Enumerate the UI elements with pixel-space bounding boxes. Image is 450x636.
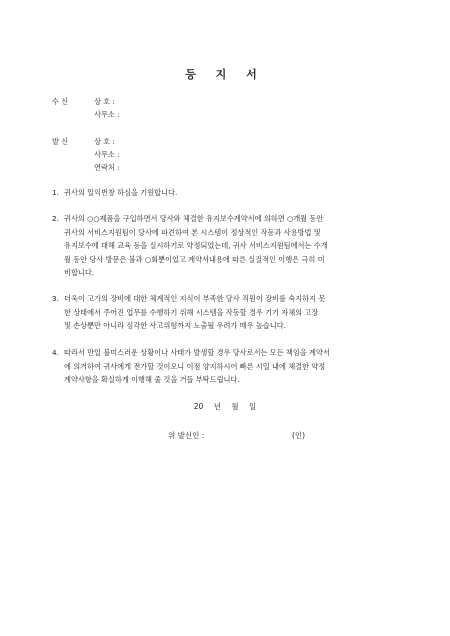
paragraph-line: 월 동안 당사 방문은 불과 ○회뿐이었고 계약서내용에 따른 실질적인 이행은 극히 미	[64, 254, 325, 264]
recipient-label: 수 신	[52, 97, 69, 106]
paragraph-line: 및 손상뿐만 아니라 심각한 사고위험까지 노출될 우려가 매우 높습니다.	[64, 321, 286, 331]
paragraph-line: 따라서 만일 불미스러운 상황이나 사태가 발생할 경우 당사로서는 모든 책임을 계약서	[64, 348, 330, 357]
sender-contact-label: 연락처 :	[94, 163, 120, 172]
paragraph-line: 귀사의 ○○제품을 구입하면서 당사와 체결한 유지보수계약서에 의하면 ○개월 동안	[64, 214, 324, 223]
paragraph-line: 에 의거하여 귀사에게 전가할 것이오니 이점 양지하시어 빠른 시일 내에 체결한 약정	[64, 361, 326, 371]
paragraph-line: 비합니다.	[64, 268, 95, 278]
signature-label: 위 발신인 :	[168, 431, 205, 440]
paragraph-line: 계약사항을 확실하게 이행해 줄 것을 거듭 부탁드립니다.	[64, 375, 240, 385]
paragraph-line: 귀사의 서비스지원팀이 당사에 파견하여 본 시스템이 정상적인 작동과 사용방법 및	[64, 227, 321, 237]
paragraph-line: 귀사의 일익번창 하심을 기원합니다.	[64, 188, 178, 197]
seal-mark: (인)	[292, 431, 306, 440]
paragraph-number: 1.	[52, 188, 59, 197]
paragraph-number: 2.	[52, 214, 59, 223]
paragraph-line: 유지보수에 대해 교육 등을 실시하기로 약정되었는데, 귀사 서비스지원팀에서는 수개	[64, 241, 328, 251]
sender-label: 발 신	[52, 137, 69, 146]
sender-office-label: 사무소 :	[94, 150, 120, 159]
paragraph-line: 한 상태에서 주어진 업무를 수행하기 위해 시스템을 작동할 경우 기기 자체의 고장	[64, 307, 319, 317]
recipient-office-label: 사무소 :	[94, 110, 120, 119]
date-line: 20 년 월 일	[193, 402, 257, 411]
paragraph-line: 더욱이 고가의 장비에 대한 체계적인 지식이 부족한 당사 직원이 장비를 숙지하지 못	[64, 294, 326, 303]
sender-company-label: 상 호 :	[94, 137, 115, 146]
paragraph-number: 3.	[52, 294, 59, 303]
paragraph-number: 4.	[52, 348, 59, 357]
recipient-company-label: 상 호 :	[94, 97, 115, 106]
document-title: 등 지 서	[185, 68, 265, 81]
